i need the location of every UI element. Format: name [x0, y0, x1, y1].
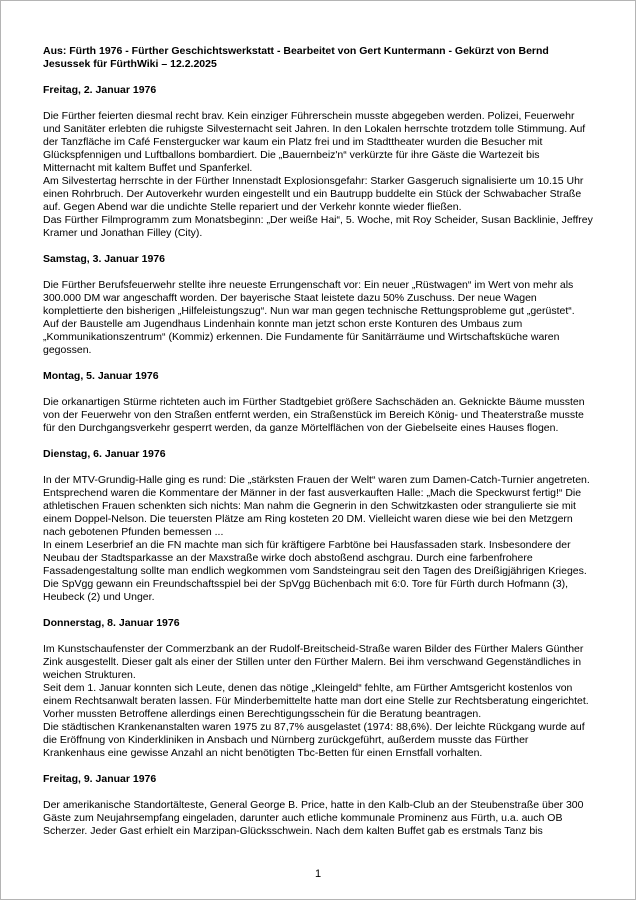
entry-saturday-3-january: [43, 253, 593, 357]
entry-paragraph: Am Silvestertag herrschte in der Fürther Innenstadt Explosionsgefahr: Starker Gasgeruch signalisierte um 10.15 Uhr einen Rohrbruch. Der Autoverkehr wurden eingestellt und ein Bautrupp buddelte ein Stück der Schwabacher Straße auf. Gegen Abend war die undichte Stelle repariert und der Verkehr konnte wieder fließen.: [43, 175, 584, 213]
entry-friday-9-january: [43, 773, 593, 838]
entry-paragraph: Das Fürther Filmprogramm zum Monatsbeginn: „Der weiße Hai“, 5. Woche, mit Roy Scheider, Susan Backlinie, Jeffrey Kramer und Jonathan Filley (City).: [43, 214, 593, 239]
entry-date-heading: Samstag, 3. Januar 1976: [43, 253, 165, 265]
entry-paragraph: Der amerikanische Standortälteste, General George B. Price, hatte in den Kalb-Club an der Steubenstraße über 300 Gäste zum Neujahrsempfang eingeladen, darunter auch etliche kommunale Prominenz aus Fürth, u.a. auch OB Scherzer. Jeder Gast erhielt ein Marzipan-Glücksschwein. Nach dem kalten Buffet gab es erstmals Tanz bis: [43, 799, 584, 837]
entry-date-heading: Montag, 5. Januar 1976: [43, 370, 159, 382]
entry-date-heading: Donnerstag, 8. Januar 1976: [43, 617, 180, 629]
entry-date-heading: Freitag, 2. Januar 1976: [43, 84, 157, 96]
entry-date-heading: Freitag, 9. Januar 1976: [43, 773, 157, 785]
entry-monday-5-january: [43, 370, 593, 435]
entry-paragraph: In einem Leserbrief an die FN machte man sich für kräftigere Farbtöne bei Hausfassaden stark. Insbesondere der Neubau der Stadtsparkasse an der Maxstraße wirke doch abstoßend aschgrau. Durch eine farbenfrohere Fassadengestaltung sollte man endlich wegkommen vom Sandsteingrau seit den Tagen des Dreißigjährigen Krieges.: [43, 539, 587, 577]
entry-date-heading: Dienstag, 6. Januar 1976: [43, 448, 166, 460]
entry-thursday-8-january: [43, 617, 593, 760]
page-number: 1: [314, 868, 322, 880]
document-header: Aus: Fürth 1976 - Fürther Geschichtswerkstatt - Bearbeitet von Gert Kuntermann - Gekürzt von Bernd Jesussek für FürthWiki – 12.2.2025: [43, 45, 549, 70]
entry-tuesday-6-january: [43, 448, 593, 604]
entry-friday-2-january: [43, 84, 593, 240]
entry-paragraph: In der MTV-Grundig-Halle ging es rund: Die „stärksten Frauen der Welt“ waren zum Damen-Catch-Turnier angetreten. Entsprechend waren die Kommentare der Männer in der fast ausverkauften Halle: „Mach die Speckwurst fertig!“ Die athletischen Frauen schenkten sich nichts: Man nahm die Gegnerin in den Schwitzkasten oder strangulierte sie mit einem Doppel-Nelson. Die teuersten Plätze am Ring kosteten 20 DM. Vielleicht waren diese wie bei den Metzgern nach gebotenen Pfunden bemessen ...: [43, 474, 590, 538]
entry-paragraph: Die städtischen Krankenanstalten waren 1975 zu 87,7% ausgelastet (1974: 88,6%). Der leichte Rückgang wurde auf die Eröffnung von Kinderkliniken in Ansbach und Nürnberg zurückgeführt, außerdem musste das Fürther Krankenhaus eine gewisse Anzahl an nicht benötigten Tbc-Betten für einen Ernstfall vorhalten.: [43, 721, 585, 759]
entry-paragraph: Auf der Baustelle am Jugendhaus Lindenhain konnte man jetzt schon erste Konturen des Umbaus zum „Kommunikationszentrum“ (Kommiz) erkennen. Die Fundamente für Sanitärräume und Wirtschaftsküche waren gegossen.: [43, 318, 560, 356]
entry-paragraph: Die Fürther feierten diesmal recht brav. Kein einziger Führerschein musste abgegeben werden. Polizei, Feuerwehr und Sanitäter erlebten die ruhigste Silvesternacht seit Jahren. In den Lokalen herrschte trotzdem tolle Stimmung. Auf der Tanzfläche im Café Fenstergucker war kaum ein Platz frei und im Stadttheater wurden die Besucher mit Glückspfennigen und Luftballons bombardiert. Die „Bauernbeiz'n“ verkürzte für ihre Gäste die Wartezeit bis Mitternacht mit kaltem Buffet und Spanferkel.: [43, 110, 586, 174]
entry-paragraph: Seit dem 1. Januar konnten sich Leute, denen das nötige „Kleingeld“ fehlte, am Fürther Amtsgericht kostenlos von einem Rechtsanwalt beraten lassen. Für Minderbemittelte hatte man dort eine Stelle zur Rechtsberatung eingerichtet. Vorher mussten Betroffene allerdings einen Berechtigungsschein für die Beratung beantragen.: [43, 682, 589, 720]
entry-paragraph: Die orkanartigen Stürme richteten auch im Fürther Stadtgebiet größere Sachschäden an. Geknickte Bäume mussten von der Feuerwehr von den Straßen entfernt werden, ein Straßenstück im Bereich König- und Theaterstraße musste für den Durchgangsverkehr gesperrt werden, da ganze Mörtelflächen von der Giebelseite eines Hauses flogen.: [43, 396, 585, 434]
entry-paragraph: Die Fürther Berufsfeuerwehr stellte ihre neueste Errungenschaft vor: Ein neuer „Rüstwagen“ im Wert von mehr als 300.000 DM war angeschafft worden. Der bayerische Staat leistete dazu 50% Zuschuss. Der neue Wagen komplettierte den bisherigen „Hilfeleistungszug“. Nun war man gegen technische Rettungsprobleme gut „gerüstet“.: [43, 279, 575, 317]
entry-paragraph: Die SpVgg gewann ein Freundschaftsspiel bei der SpVgg Büchenbach mit 6:0. Tore für Fürth durch Hofmann (3), Heubeck (2) und Unger.: [43, 578, 569, 603]
entry-paragraph: Im Kunstschaufenster der Commerzbank an der Rudolf-Breitscheid-Straße waren Bilder des Fürther Malers Günther Zink ausgestellt. Dieser galt als einer der Stillen unter den Fürther Malern. Bei ihm verschwand Gegenständliches in weichen Strukturen.: [43, 643, 584, 681]
